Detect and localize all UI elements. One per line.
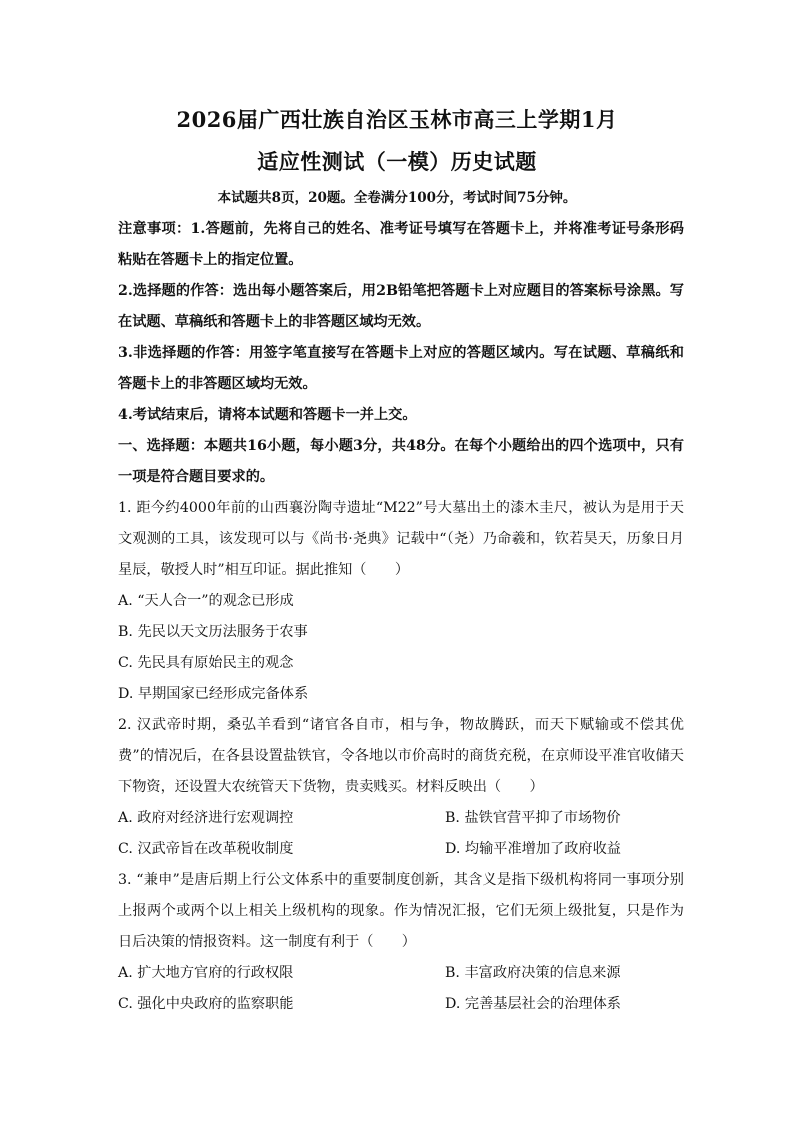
question-1-stem: 1. 距今约4000年前的山西襄汾陶寺遗址“M22”号大墓出土的漆木圭尺，被认为是用于天文观测的工具，该发现可以与《尚书·尧典》记载中“（尧）乃命羲和，钦若昊天，历象日月星辰，敬授人时”相互印证。据此推知（ ） [118,500,684,578]
note-3: 3.非选择题的作答：用签字笔直接写在答题卡上对应的答题区域内。写在试题、草稿纸和答题卡上的非答题区域均无效。 [118,345,684,392]
question-1-option-c: C. 先民具有原始民主的观念 [118,655,294,671]
question-2-option-b: B. 盐铁官营平抑了市场物价 [445,810,621,826]
note-4: 4.考试结束后，请将本试题和答题卡一并上交。 [118,407,417,423]
note-1: 注意事项：1.答题前，先将自己的姓名、准考证号填写在答题卡上，并将准考证号条形码粘贴在答题卡上的指定位置。 [118,221,684,268]
note-2: 2.选择题的作答：选出每小题答案后，用2B铅笔把答题卡上对应题目的答案标号涂黑。写在试题、草稿纸和答题卡上的非答题区域均无效。 [118,283,684,330]
question-2-options-row2 [118,834,684,865]
question-3-option-d: D. 完善基层社会的治理体系 [445,996,621,1012]
exam-subtitle: 本试题共8页，20题。全卷满分100分，考试时间75分钟。 [217,190,577,206]
question-2-options-row1 [118,803,684,834]
question-3-option-c: C. 强化中央政府的监察职能 [118,996,294,1012]
question-2-stem: 2. 汉武帝时期，桑弘羊看到“诸官各自市，相与争，物故腾跃，而天下赋输或不偿其优费”的情况后，在各县设置盐铁官，令各地以市价高时的商货充税，在京师设平准官收储天下物资，还设置大农统管天下货物，贵卖贱买。材料反映出（ ） [118,717,684,795]
exam-title-line1: 2026届广西壮族自治区玉林市高三上学期1月 [176,107,618,132]
question-1-option-a: A. “天人合一”的观念已形成 [118,593,294,609]
question-3-option-b: B. 丰富政府决策的信息来源 [445,965,621,981]
question-3-option-a: A. 扩大地方官府的行政权限 [118,965,294,981]
question-1-option-b: B. 先民以天文历法服务于农事 [118,624,308,640]
question-2-option-c: C. 汉武帝旨在改革税收制度 [118,841,294,857]
question-3-options-row2 [118,989,684,1020]
exam-title-line2: 适应性测试（一模）历史试题 [257,149,537,174]
section-heading: 一、选择题：本题共16小题，每小题3分，共48分。在每个小题给出的四个选项中，只有一项是符合题目要求的。 [118,438,684,485]
question-1-option-d: D. 早期国家已经形成完备体系 [118,686,309,702]
question-2-option-d: D. 均输平准增加了政府收益 [445,841,621,857]
exam-body [118,214,684,1020]
question-2-option-a: A. 政府对经济进行宏观调控 [118,810,294,826]
question-3-options-row1 [118,958,684,989]
question-3-stem: 3. “兼申”是唐后期上行公文体系中的重要制度创新，其含义是指下级机构将同一事项分别上报两个或两个以上相关上级机构的现象。作为情况汇报，它们无须上级批复，只是作为日后决策的情报资料。这一制度有利于（ ） [118,872,684,950]
